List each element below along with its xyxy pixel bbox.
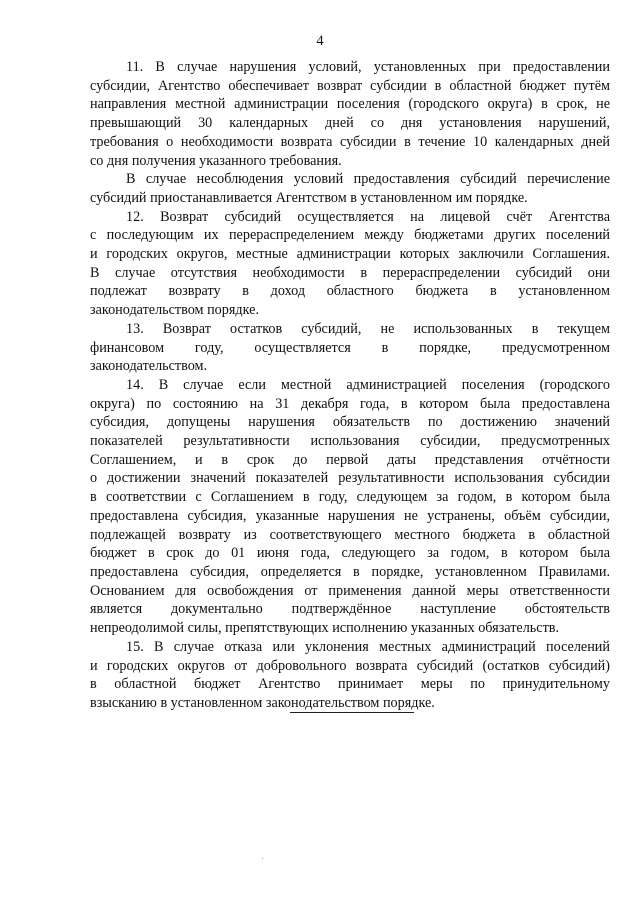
- text-line: 14. В случае если местной администрацией поселения (городского: [126, 376, 610, 393]
- paragraph-4: [90, 320, 610, 376]
- text-line: в соответствии с Соглашением в году, следующем за годом, в котором была: [90, 489, 610, 506]
- text-line: направления местной администрации поселения (городского округа) в срок, не: [90, 96, 610, 113]
- text-line: и городских округов, местные администрации которых заключили Соглашения.: [90, 246, 610, 263]
- text-line: предоставлена субсидия, указанные нарушения не устранены, объём субсидии,: [90, 507, 610, 524]
- text-line: подлежат возврату в доход областного бюджета в установленном: [90, 283, 610, 300]
- text-line: 12. Возврат субсидий осуществляется на лицевой счёт Агентства: [126, 208, 610, 225]
- paragraph-1: [90, 58, 610, 170]
- text-line: В случае отсутствия необходимости в перераспределении субсидий они: [90, 264, 610, 281]
- text-line: субсидия, допущены нарушения обязательств по достижению значений: [90, 414, 610, 431]
- text-line: со дня получения указанного требования.: [90, 152, 342, 169]
- text-line: предоставлена субсидия, определяется в порядке, установленном Правилами.: [90, 563, 610, 580]
- end-divider-line: [290, 712, 414, 713]
- text-line: субсидии, Агентство обеспечивает возврат субсидии в областной бюджет путём: [90, 77, 610, 94]
- text-line: 15. В случае отказа или уклонения местных администраций поселений: [126, 638, 610, 655]
- text-line: 13. Возврат остатков субсидий, не использованных в текущем: [126, 320, 610, 337]
- text-line: о достижении значений показателей результативности использования субсидии: [90, 470, 610, 487]
- text-line: взысканию в установленном законодательством порядке.: [90, 694, 435, 711]
- text-line: законодательством порядке.: [90, 302, 259, 319]
- text-line: субсидий приостанавливается Агентством в установленном им порядке.: [90, 189, 528, 206]
- page-number: 4: [316, 33, 324, 49]
- text-line: В случае несоблюдения условий предоставления субсидий перечисление: [126, 171, 610, 188]
- text-line: округа) по состоянию на 31 декабря года, в котором была предоставлена: [90, 395, 610, 412]
- text-line: Основанием для освобождения от применения данной меры ответственности: [90, 582, 610, 599]
- text-line: бюджет в срок до 01 июня года, следующего за годом, в котором была: [90, 545, 610, 562]
- text-line: требования о необходимости возврата субсидии в течение 10 календарных дней: [90, 133, 610, 150]
- text-line: является документально подтверждённое наступление обстоятельств: [90, 601, 610, 618]
- text-line: законодательством.: [90, 358, 208, 375]
- paragraph-3: [90, 208, 610, 320]
- text-line: в областной бюджет Агентство принимает меры по принудительному: [90, 676, 610, 693]
- paragraph-2: [90, 170, 610, 207]
- text-line: превышающий 30 календарных дней со дня установления нарушений,: [90, 115, 610, 132]
- text-line: непреодолимой силы, препятствующих исполнению указанных обязательств.: [90, 620, 560, 637]
- scan-speck: [262, 858, 263, 859]
- text-line: и городских округов от добровольного возврата субсидий (остатков субсидий): [90, 657, 610, 674]
- paragraph-5: [90, 376, 610, 638]
- text-line: показателей результативности использования субсидии, предусмотренных: [90, 433, 610, 450]
- text-line: подлежащей возврату из соответствующего местного бюджета в областной: [90, 526, 610, 543]
- text-line: с последующим их перераспределением между бюджетами других поселений: [90, 227, 610, 244]
- document-body: [90, 58, 610, 713]
- paragraph-6: [90, 638, 610, 713]
- text-line: Соглашением, и в срок до первой даты представления отчётности: [90, 451, 610, 468]
- text-line: финансовом году, осуществляется в порядке, предусмотренном: [90, 339, 610, 356]
- text-line: 11. В случае нарушения условий, установленных при предоставлении: [126, 59, 610, 75]
